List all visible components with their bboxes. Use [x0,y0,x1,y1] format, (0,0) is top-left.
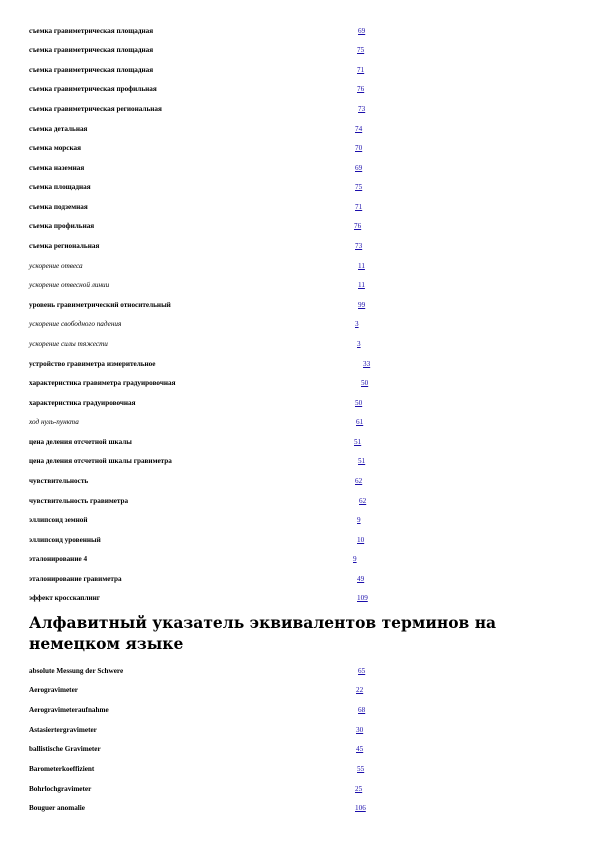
index-term: Barometerkoeffizient [29,765,95,773]
page-number-link[interactable]: 25 [355,785,363,793]
index-term: съемка детальная [29,125,88,133]
page-number-link[interactable]: 75 [357,46,365,54]
index-term: устройство гравиметра измерительное [29,360,156,368]
index-entry [29,357,549,371]
index-entry [29,219,549,233]
index-term: характеристика гравиметра градуировочная [29,379,176,387]
page-number-link[interactable]: 109 [357,594,368,602]
index-term: съемка профильная [29,222,95,230]
page-number-link[interactable]: 75 [355,183,363,191]
index-term: эталонирование гравиметра [29,575,122,583]
index-entry [29,396,549,410]
index-term: ход нуль-пункта [29,418,79,426]
index-entry [29,161,549,175]
index-entry [29,82,549,96]
index-entry [29,723,549,737]
index-term: ускорение отвесной линии [29,281,110,289]
index-term: съемка региональная [29,242,100,250]
index-term: съемка гравиметрическая профильная [29,85,157,93]
page-number-link[interactable]: 50 [355,399,363,407]
page-number-link[interactable]: 50 [361,379,369,387]
page-number-link[interactable]: 11 [358,281,365,289]
index-entry [29,63,549,77]
index-term: уровень гравиметрический относительный [29,301,171,309]
page-number-link[interactable]: 70 [355,144,363,152]
index-entry [29,591,549,605]
index-term: эллипсоид земной [29,516,88,524]
index-entry [29,200,549,214]
index-entry [29,415,549,429]
index-term: характеристика градуировочная [29,399,136,407]
index-term: эффект кросскаплинг [29,594,101,602]
index-entry [29,102,549,116]
index-entry [29,533,549,547]
page-number-link[interactable]: 106 [355,804,366,812]
section-heading: Алфавитный указатель эквивалентов терминов на немецком языке [29,613,497,653]
index-entry [29,43,549,57]
page-number-link[interactable]: 76 [354,222,362,230]
index-term: Aerogravimeteraufnahme [29,706,109,714]
page-number-link[interactable]: 51 [354,438,362,446]
index-entry [29,239,549,253]
page-number-link[interactable]: 62 [355,477,363,485]
index-entry [29,122,549,136]
index-term: эталонирование 4 [29,555,88,563]
index-entry [29,317,549,331]
page-number-link[interactable]: 62 [359,497,367,505]
page-number-link[interactable]: 22 [356,686,364,694]
page-number-link[interactable]: 3 [357,340,361,348]
page-number-link[interactable]: 61 [356,418,364,426]
page-number-link[interactable]: 74 [355,125,363,133]
index-term: съемка гравиметрическая площадная [29,66,154,74]
index-term: съемка гравиметрическая площадная [29,46,154,54]
index-term: чувствительность гравиметра [29,497,129,505]
page-number-link[interactable]: 3 [355,320,359,328]
page-number-link[interactable]: 45 [356,745,364,753]
page-number-link[interactable]: 9 [357,516,361,524]
index-entry [29,494,549,508]
index-term: эллипсоид уровенный [29,536,101,544]
index-entry [29,298,549,312]
page-number-link[interactable]: 55 [357,765,365,773]
index-term: съемка подземная [29,203,88,211]
index-term: Bouguer anomalie [29,804,85,812]
page-number-link[interactable]: 33 [363,360,371,368]
index-entry [29,664,549,678]
index-term: цена деления отсчетной шкалы [29,438,132,446]
index-entry [29,552,549,566]
page-number-link[interactable]: 69 [358,27,366,35]
index-term: съемка гравиметрическая площадная [29,27,154,35]
index-entry [29,762,549,776]
page-number-link[interactable]: 71 [357,66,365,74]
page-number-link[interactable]: 51 [358,457,366,465]
index-term: absolute Messung der Schwere [29,667,124,675]
index-entry [29,435,549,449]
index-term: Aerogravimeter [29,686,78,694]
index-term: ускорение силы тяжести [29,340,108,348]
index-term: ускорение свободного падения [29,320,122,328]
page-number-link[interactable]: 10 [357,536,365,544]
index-entry [29,474,549,488]
index-entry [29,572,549,586]
page-number-link[interactable]: 99 [358,301,366,309]
page-number-link[interactable]: 49 [357,575,365,583]
index-entry [29,24,549,38]
index-entry [29,782,549,796]
index-term: чувствительность [29,477,89,485]
index-entry [29,703,549,717]
page-number-link[interactable]: 69 [355,164,363,172]
index-term: съемка морская [29,144,81,152]
index-entry [29,376,549,390]
index-entry [29,141,549,155]
index-term: цена деления отсчетной шкалы гравиметра [29,457,172,465]
page-number-link[interactable]: 73 [358,105,366,113]
page-number-link[interactable]: 11 [358,262,365,270]
index-entry [29,513,549,527]
index-entry [29,259,549,273]
index-entry [29,278,549,292]
index-entry [29,742,549,756]
index-entry [29,454,549,468]
index-entry [29,337,549,351]
page-number-link[interactable]: 65 [358,667,366,675]
index-term: Bohrlochgravimeter [29,785,92,793]
page-number-link[interactable]: 71 [355,203,363,211]
index-term: ballistische Gravimeter [29,745,101,753]
page-number-link[interactable]: 9 [353,555,357,563]
page-number-link[interactable]: 68 [358,706,366,714]
index-term: съемка гравиметрическая региональная [29,105,162,113]
index-term: съемка площадная [29,183,91,191]
index-entry [29,801,549,815]
index-term: съемка наземная [29,164,85,172]
page-number-link[interactable]: 30 [356,726,364,734]
index-entry [29,683,549,697]
index-entry [29,180,549,194]
page-number-link[interactable]: 73 [355,242,363,250]
page-number-link[interactable]: 76 [357,85,365,93]
index-term: ускорение отвеса [29,262,83,270]
index-term: Astasiertergravimeter [29,726,97,734]
